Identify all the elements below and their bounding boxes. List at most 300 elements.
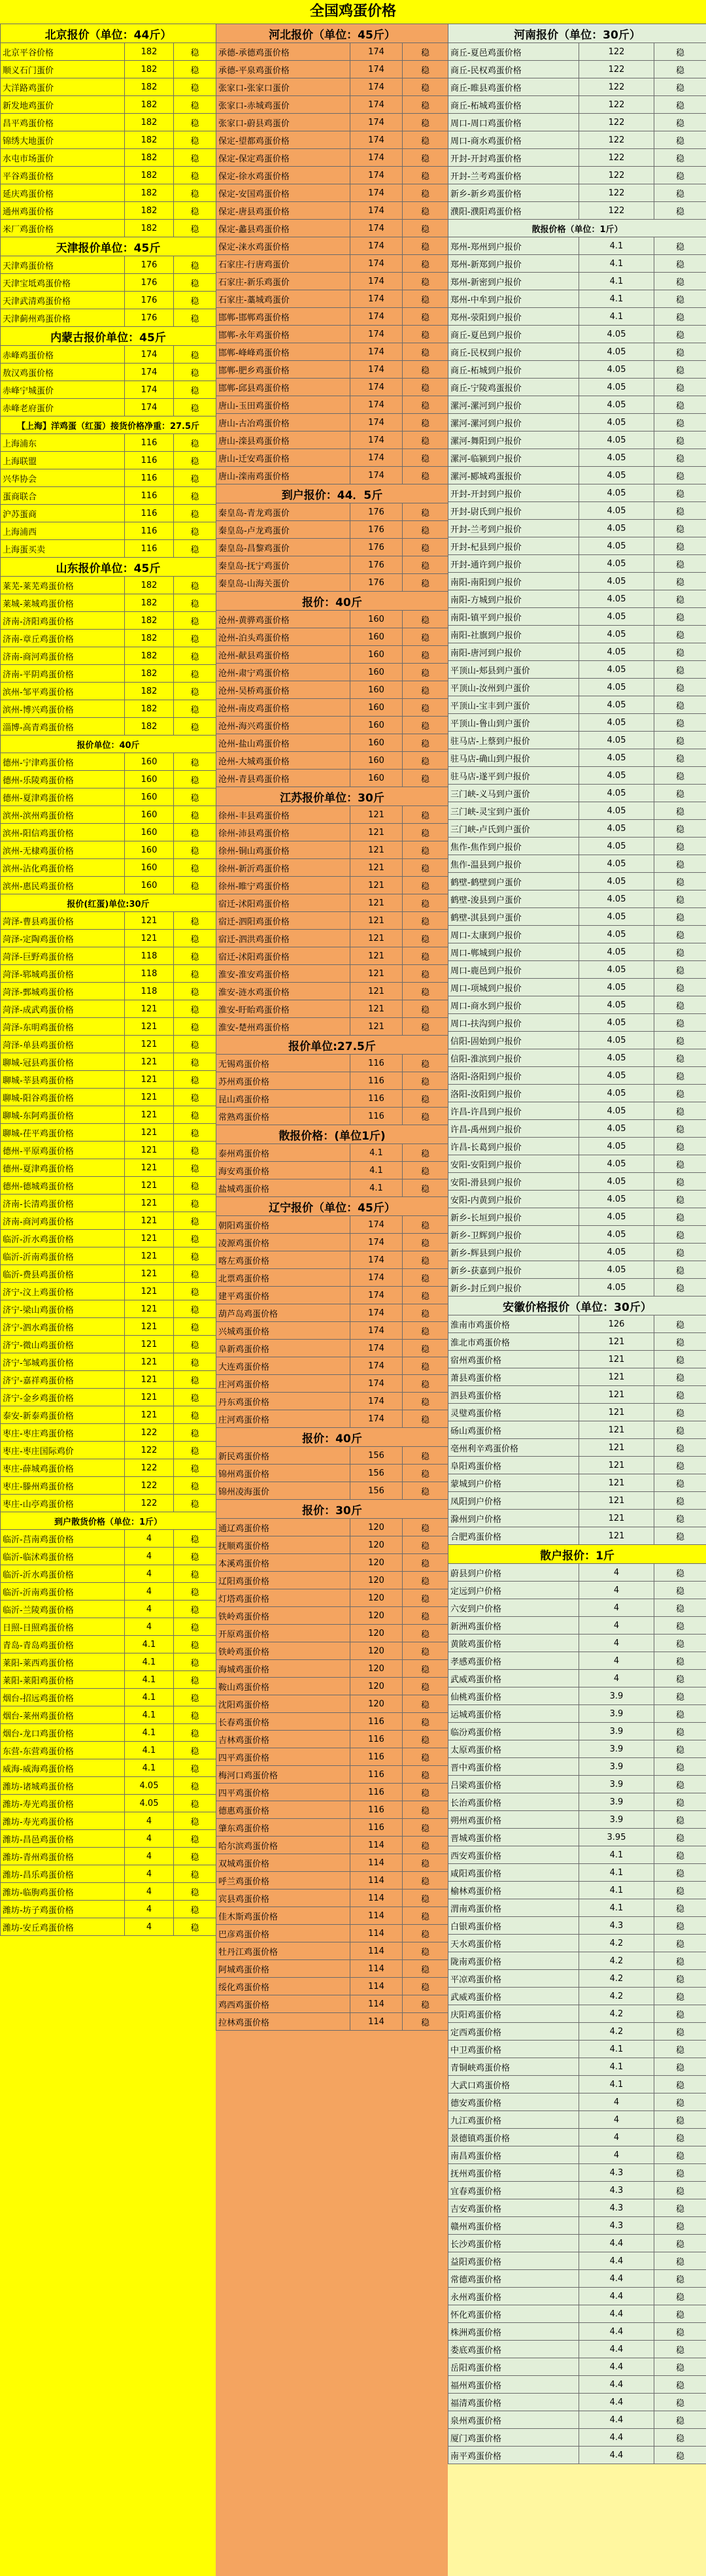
table-row xyxy=(216,1447,448,1465)
region-cell: 商丘-宁陵鸡蛋报价 xyxy=(448,379,579,396)
table-row xyxy=(448,2005,706,2023)
table-row xyxy=(216,752,448,770)
price-cell: 160 xyxy=(350,628,403,646)
table-row xyxy=(1,1706,216,1724)
price-cell: 4.2 xyxy=(579,1988,654,2005)
region-cell: 朝阳鸡蛋价格 xyxy=(216,1216,350,1234)
table-row xyxy=(1,877,216,894)
price-cell: 121 xyxy=(350,806,403,824)
trend-cell: 稳 xyxy=(403,983,448,1000)
trend-cell: 稳 xyxy=(403,1784,448,1801)
region-cell: 德州-平原鸡蛋价格 xyxy=(1,1142,125,1159)
table-row xyxy=(448,1173,706,1191)
trend-cell: 稳 xyxy=(403,1978,448,1995)
region-cell: 咸阳鸡蛋价格 xyxy=(448,1864,579,1882)
price-cell: 174 xyxy=(350,343,403,361)
table-row xyxy=(448,802,706,820)
region-cell: 德州-宁津鸡蛋价格 xyxy=(1,753,125,771)
table-row xyxy=(448,1261,706,1279)
table-row xyxy=(1,1689,216,1706)
trend-cell: 稳 xyxy=(174,1212,216,1230)
region-cell: 邯郸-肥乡鸡蛋价格 xyxy=(216,361,350,379)
region-cell: 安阳-安阳到户报价 xyxy=(448,1155,579,1173)
trend-cell: 稳 xyxy=(654,449,706,467)
price-cell: 4 xyxy=(579,2093,654,2111)
table-row xyxy=(448,1652,706,1670)
table-row xyxy=(448,732,706,749)
price-cell: 4.05 xyxy=(579,537,654,555)
table-row xyxy=(1,1177,216,1195)
region-cell: 兴城鸡蛋价格 xyxy=(216,1322,350,1340)
region-cell: 商丘-夏邑到户报价 xyxy=(448,326,579,343)
table-row xyxy=(1,1406,216,1424)
region-cell: 平顶山-汝州到户蛋价 xyxy=(448,679,579,696)
section-title: 北京报价（单位：44斤） xyxy=(1,24,216,43)
trend-cell: 稳 xyxy=(654,237,706,255)
table-row xyxy=(448,2252,706,2270)
price-cell: 4.1 xyxy=(125,1636,174,1653)
region-cell: 锦绣大地蛋价 xyxy=(1,131,125,149)
trend-cell: 稳 xyxy=(654,2447,706,2464)
region-cell: 临沂-莒南鸡蛋价格 xyxy=(1,1530,125,1548)
region-cell: 张家口-张家口蛋价 xyxy=(216,78,350,96)
price-cell: 182 xyxy=(125,167,174,184)
region-cell: 抚州鸡蛋价格 xyxy=(448,2164,579,2182)
region-cell: 驻马店-上蔡到户报价 xyxy=(448,732,579,749)
price-cell: 4.05 xyxy=(125,1795,174,1812)
trend-cell: 稳 xyxy=(654,2129,706,2146)
trend-cell: 稳 xyxy=(654,2288,706,2305)
price-cell: 176 xyxy=(350,539,403,556)
table-row xyxy=(448,2146,706,2164)
table-row xyxy=(448,96,706,114)
price-cell: 182 xyxy=(125,647,174,665)
price-cell: 160 xyxy=(350,752,403,770)
price-cell: 4.05 xyxy=(579,1102,654,1120)
trend-cell: 稳 xyxy=(174,1159,216,1177)
price-cell: 182 xyxy=(125,700,174,718)
table-row xyxy=(448,1244,706,1261)
region-cell: 辽阳鸡蛋价格 xyxy=(216,1572,350,1589)
table-row xyxy=(1,930,216,947)
trend-cell: 稳 xyxy=(174,912,216,930)
region-cell: 景德镇鸡蛋价格 xyxy=(448,2129,579,2146)
trend-cell: 稳 xyxy=(403,1519,448,1536)
trend-cell: 稳 xyxy=(654,379,706,396)
table-row xyxy=(448,1120,706,1138)
price-cell: 116 xyxy=(350,1090,403,1108)
table-row xyxy=(216,983,448,1000)
price-cell: 182 xyxy=(125,61,174,78)
table-row xyxy=(448,343,706,361)
region-cell: 焦作-温县到户报价 xyxy=(448,855,579,873)
table-row xyxy=(448,1740,706,1758)
table-row xyxy=(216,273,448,290)
table-row xyxy=(448,78,706,96)
trend-cell: 稳 xyxy=(654,396,706,414)
price-cell: 121 xyxy=(350,930,403,947)
table-row xyxy=(448,1776,706,1793)
price-cell: 4.05 xyxy=(579,1120,654,1138)
region-cell: 运城鸡蛋价格 xyxy=(448,1705,579,1723)
table-row xyxy=(448,414,706,432)
price-cell: 176 xyxy=(350,556,403,574)
region-cell: 仙桃鸡蛋价格 xyxy=(448,1687,579,1705)
trend-cell: 稳 xyxy=(654,1404,706,1421)
table-row xyxy=(448,926,706,943)
region-cell: 福清鸡蛋价格 xyxy=(448,2394,579,2411)
trend-cell: 稳 xyxy=(654,1085,706,1102)
region-cell: 青岛-青岛鸡蛋价格 xyxy=(1,1636,125,1653)
table-row xyxy=(216,1678,448,1695)
price-cell: 4.05 xyxy=(579,1173,654,1191)
trend-cell: 稳 xyxy=(174,877,216,894)
table-row xyxy=(216,1000,448,1018)
trend-cell: 稳 xyxy=(654,679,706,696)
table-row xyxy=(448,1988,706,2005)
price-cell: 121 xyxy=(350,859,403,877)
table-row xyxy=(216,1695,448,1713)
trend-cell: 稳 xyxy=(654,308,706,326)
trend-cell: 稳 xyxy=(174,469,216,487)
trend-cell: 稳 xyxy=(654,326,706,343)
table-row xyxy=(1,1036,216,1053)
price-cell: 4.05 xyxy=(579,679,654,696)
trend-cell: 稳 xyxy=(654,1935,706,1952)
trend-cell: 稳 xyxy=(654,2023,706,2041)
price-cell: 4 xyxy=(125,1830,174,1848)
table-row xyxy=(448,1829,706,1846)
table-row xyxy=(448,2429,706,2447)
trend-cell: 稳 xyxy=(174,78,216,96)
table-row xyxy=(216,290,448,308)
price-cell: 174 xyxy=(350,167,403,184)
trend-cell: 稳 xyxy=(174,1089,216,1106)
price-cell: 116 xyxy=(125,469,174,487)
trend-cell: 稳 xyxy=(174,256,216,274)
region-cell: 滨州-无棣鸡蛋价格 xyxy=(1,841,125,859)
region-cell: 沧州-大城鸡蛋价格 xyxy=(216,752,350,770)
trend-cell: 稳 xyxy=(403,646,448,664)
price-cell: 160 xyxy=(125,824,174,841)
table-row xyxy=(1,1601,216,1618)
table-row xyxy=(216,556,448,574)
table-row xyxy=(448,2394,706,2411)
trend-cell: 稳 xyxy=(174,1636,216,1653)
table-row xyxy=(216,432,448,449)
region-cell: 徐州-沛县鸡蛋价格 xyxy=(216,824,350,841)
price-cell: 114 xyxy=(350,1890,403,1907)
table-row xyxy=(1,1653,216,1671)
section-title: 【上海】洋鸡蛋（红蛋）接货价格净重：27.5斤 xyxy=(1,416,216,434)
price-cell: 4.05 xyxy=(579,379,654,396)
table-row xyxy=(216,1304,448,1322)
table-row xyxy=(216,503,448,521)
price-cell: 121 xyxy=(125,1389,174,1406)
price-cell: 121 xyxy=(125,1336,174,1353)
table-row xyxy=(448,202,706,220)
region-cell: 榆林鸡蛋价格 xyxy=(448,1882,579,1899)
trend-cell: 稳 xyxy=(174,1724,216,1742)
table-row xyxy=(448,1617,706,1635)
region-cell: 昌平鸡蛋价格 xyxy=(1,114,125,131)
region-cell: 开封-尉氏到户报价 xyxy=(448,502,579,520)
table-row xyxy=(448,1687,706,1705)
trend-cell: 稳 xyxy=(403,1000,448,1018)
trend-cell: 稳 xyxy=(403,664,448,681)
table-row xyxy=(448,643,706,661)
table-row xyxy=(448,679,706,696)
region-cell: 天津蓟州鸡蛋价格 xyxy=(1,309,125,327)
trend-cell: 稳 xyxy=(403,1713,448,1731)
column-middle xyxy=(216,24,448,2576)
price-cell: 174 xyxy=(350,290,403,308)
section-title: 报价(红蛋)单位:30斤 xyxy=(1,894,216,912)
table-row xyxy=(216,1322,448,1340)
table-row xyxy=(216,1536,448,1554)
price-cell: 114 xyxy=(350,1854,403,1872)
region-cell: 萧县鸡蛋价格 xyxy=(448,1368,579,1386)
trend-cell: 稳 xyxy=(403,1108,448,1125)
price-cell: 4.05 xyxy=(579,608,654,626)
table-row xyxy=(216,1375,448,1393)
price-cell: 122 xyxy=(125,1424,174,1442)
trend-cell: 稳 xyxy=(403,752,448,770)
trend-cell: 稳 xyxy=(654,2305,706,2323)
section-header xyxy=(448,1545,706,1564)
price-cell: 174 xyxy=(350,131,403,149)
region-cell: 德安鸡蛋价格 xyxy=(448,2093,579,2111)
region-cell: 周口-项城到户报价 xyxy=(448,979,579,996)
table-row xyxy=(448,537,706,555)
trend-cell: 稳 xyxy=(174,841,216,859)
section-header xyxy=(1,1512,216,1530)
table-row xyxy=(1,1071,216,1089)
trend-cell: 稳 xyxy=(403,930,448,947)
table-row xyxy=(448,1457,706,1474)
price-cell: 4.2 xyxy=(579,2023,654,2041)
region-cell: 亳州利辛鸡蛋价格 xyxy=(448,1439,579,1457)
region-cell: 烟台-莱州鸡蛋价格 xyxy=(1,1706,125,1724)
region-cell: 商丘-柘城鸡蛋价格 xyxy=(448,96,579,114)
region-cell: 济宁-梁山鸡蛋价格 xyxy=(1,1300,125,1318)
trend-cell: 稳 xyxy=(403,1660,448,1678)
price-cell: 4.05 xyxy=(579,343,654,361)
region-cell: 凤阳到户价格 xyxy=(448,1492,579,1510)
trend-cell: 稳 xyxy=(174,1018,216,1036)
trend-cell: 稳 xyxy=(174,149,216,167)
trend-cell: 稳 xyxy=(174,788,216,806)
price-cell: 4.05 xyxy=(125,1777,174,1795)
trend-cell: 稳 xyxy=(654,1687,706,1705)
table-row xyxy=(448,2111,706,2129)
table-row xyxy=(216,220,448,237)
region-cell: 大洋路鸡蛋价 xyxy=(1,78,125,96)
table-row xyxy=(216,681,448,699)
price-cell: 121 xyxy=(579,1474,654,1492)
table-row xyxy=(1,256,216,274)
trend-cell: 稳 xyxy=(403,290,448,308)
price-cell: 176 xyxy=(125,274,174,292)
price-cell: 118 xyxy=(125,965,174,983)
price-cell: 116 xyxy=(125,452,174,469)
price-cell: 114 xyxy=(350,1995,403,2013)
table-row xyxy=(216,1519,448,1536)
section-title: 河南报价（单位：30斤） xyxy=(448,24,706,43)
region-cell: 大武口鸡蛋价格 xyxy=(448,2076,579,2093)
trend-cell: 稳 xyxy=(654,1846,706,1864)
table-row xyxy=(448,2023,706,2041)
price-cell: 121 xyxy=(579,1351,654,1368)
trend-cell: 稳 xyxy=(654,1652,706,1670)
price-cell: 4.4 xyxy=(579,2376,654,2394)
price-cell: 182 xyxy=(125,612,174,630)
price-cell: 4.1 xyxy=(579,1882,654,1899)
region-cell: 德州-德城鸡蛋价格 xyxy=(1,1177,125,1195)
trend-cell: 稳 xyxy=(654,1014,706,1032)
price-cell: 121 xyxy=(125,1247,174,1265)
price-cell: 174 xyxy=(350,308,403,326)
trend-cell: 稳 xyxy=(403,1216,448,1234)
table-row xyxy=(1,434,216,452)
trend-cell: 稳 xyxy=(403,965,448,983)
table-row xyxy=(216,664,448,681)
table-row xyxy=(1,788,216,806)
column-north xyxy=(0,24,216,2576)
trend-cell: 稳 xyxy=(654,1049,706,1067)
trend-cell: 稳 xyxy=(174,930,216,947)
region-cell: 佳木斯鸡蛋价格 xyxy=(216,1907,350,1925)
region-cell: 米厂鸡蛋价格 xyxy=(1,220,125,237)
table-row xyxy=(448,432,706,449)
table-row xyxy=(1,220,216,237)
trend-cell: 稳 xyxy=(403,255,448,273)
price-cell: 4.1 xyxy=(125,1706,174,1724)
region-cell: 娄底鸡蛋价格 xyxy=(448,2341,579,2358)
region-cell: 临沂-沂南鸡蛋价格 xyxy=(1,1247,125,1265)
trend-cell: 稳 xyxy=(654,432,706,449)
table-row xyxy=(216,326,448,343)
table-row xyxy=(1,1300,216,1318)
price-cell: 121 xyxy=(125,1142,174,1159)
price-cell: 121 xyxy=(125,1318,174,1336)
price-cell: 116 xyxy=(350,1748,403,1766)
table-row xyxy=(448,626,706,643)
price-cell: 4.05 xyxy=(579,926,654,943)
table-row xyxy=(216,930,448,947)
trend-cell: 稳 xyxy=(403,379,448,396)
trend-cell: 稳 xyxy=(654,1510,706,1527)
region-cell: 聊城-冠县鸡蛋价格 xyxy=(1,1053,125,1071)
trend-cell: 稳 xyxy=(174,1195,216,1212)
trend-cell: 稳 xyxy=(403,432,448,449)
price-cell: 4.2 xyxy=(579,2005,654,2023)
price-cell: 121 xyxy=(350,824,403,841)
section-header xyxy=(1,416,216,434)
price-cell: 116 xyxy=(350,1819,403,1837)
region-cell: 四平鸡蛋价格 xyxy=(216,1784,350,1801)
table-row xyxy=(448,1386,706,1404)
trend-cell: 稳 xyxy=(654,1758,706,1776)
price-cell: 4.05 xyxy=(579,1049,654,1067)
section-title: 山东报价单位：45斤 xyxy=(1,558,216,577)
trend-cell: 稳 xyxy=(654,1457,706,1474)
trend-cell: 稳 xyxy=(174,753,216,771)
table-row xyxy=(448,2182,706,2199)
table-row xyxy=(216,184,448,202)
price-cell: 174 xyxy=(350,273,403,290)
region-cell: 承德-承德鸡蛋价格 xyxy=(216,43,350,61)
price-cell: 122 xyxy=(125,1477,174,1495)
price-cell: 160 xyxy=(125,771,174,788)
table-row xyxy=(448,1917,706,1935)
price-cell: 121 xyxy=(579,1439,654,1457)
table-row xyxy=(1,1442,216,1459)
region-cell: 沧州-献县鸡蛋价格 xyxy=(216,646,350,664)
table-row xyxy=(1,647,216,665)
table-row xyxy=(1,1583,216,1601)
price-cell: 121 xyxy=(579,1527,654,1545)
price-cell: 182 xyxy=(125,630,174,647)
trend-cell: 稳 xyxy=(654,1811,706,1829)
region-cell: 赤峰宁城蛋价 xyxy=(1,381,125,399)
section-header xyxy=(448,220,706,237)
trend-cell: 稳 xyxy=(654,943,706,961)
region-cell: 沈阳鸡蛋价格 xyxy=(216,1695,350,1713)
price-cell: 174 xyxy=(350,379,403,396)
region-cell: 蛋商联合 xyxy=(1,487,125,505)
region-cell: 晋中鸡蛋价格 xyxy=(448,1758,579,1776)
trend-cell: 稳 xyxy=(174,1371,216,1389)
price-cell: 4.05 xyxy=(579,732,654,749)
section-title: 天津报价单位：45斤 xyxy=(1,237,216,256)
price-cell: 160 xyxy=(350,699,403,717)
table-row xyxy=(448,1758,706,1776)
trend-cell: 稳 xyxy=(654,2076,706,2093)
table-row xyxy=(448,2164,706,2182)
region-cell: 莱阳-莱阳鸡蛋价格 xyxy=(1,1671,125,1689)
region-cell: 唐山-滦县鸡蛋价格 xyxy=(216,432,350,449)
region-cell: 昆山鸡蛋价格 xyxy=(216,1090,350,1108)
price-cell: 182 xyxy=(125,184,174,202)
section-header xyxy=(216,1036,448,1055)
trend-cell: 稳 xyxy=(403,273,448,290)
price-cell: 174 xyxy=(350,1340,403,1357)
price-cell: 174 xyxy=(350,1269,403,1287)
table-row xyxy=(448,1705,706,1723)
price-cell: 176 xyxy=(125,256,174,274)
trend-cell: 稳 xyxy=(174,114,216,131)
price-cell: 160 xyxy=(125,877,174,894)
table-row xyxy=(1,1918,216,1936)
section-header xyxy=(1,736,216,753)
region-cell: 吕梁鸡蛋价格 xyxy=(448,1776,579,1793)
section-header xyxy=(448,24,706,43)
region-cell: 赣州鸡蛋价格 xyxy=(448,2217,579,2235)
trend-cell: 稳 xyxy=(403,43,448,61)
trend-cell: 稳 xyxy=(654,43,706,61)
table-row xyxy=(448,573,706,590)
trend-cell: 稳 xyxy=(403,1144,448,1162)
section-title: 散报价格（单位：1斤） xyxy=(448,220,706,237)
region-cell: 北京平谷价格 xyxy=(1,43,125,61)
trend-cell: 稳 xyxy=(174,1265,216,1283)
trend-cell: 稳 xyxy=(654,1829,706,1846)
region-cell: 新乡-长垣到户报价 xyxy=(448,1208,579,1226)
table-row xyxy=(448,1368,706,1386)
region-cell: 莱阳-莱西鸡蛋价格 xyxy=(1,1653,125,1671)
region-cell: 宿迁-沭阳鸡蛋价格 xyxy=(216,947,350,965)
